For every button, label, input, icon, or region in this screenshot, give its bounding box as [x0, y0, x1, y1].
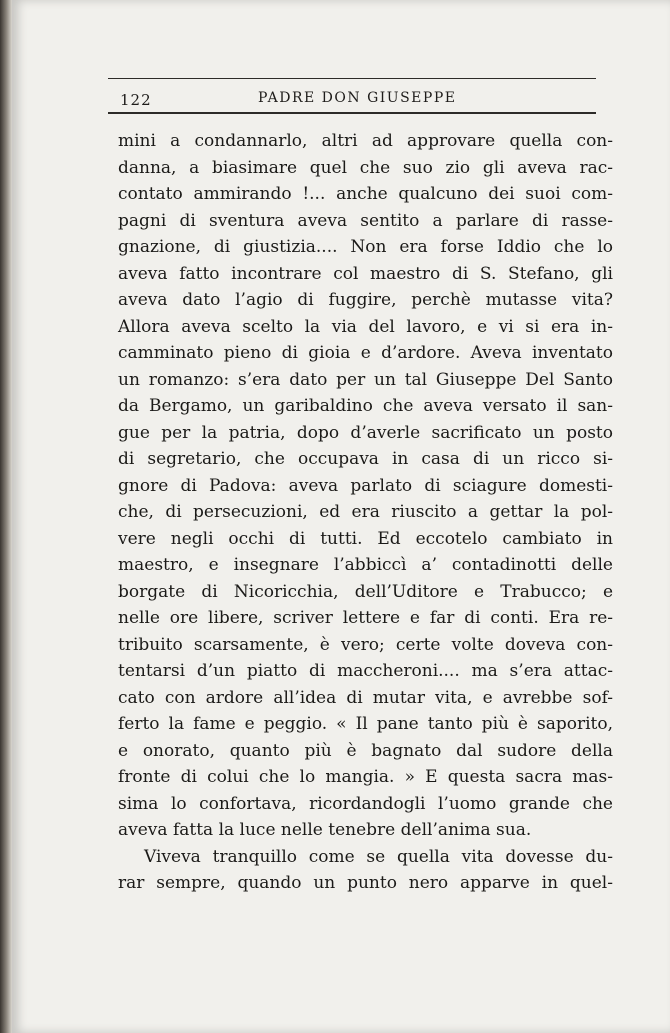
text-line: gue per la patria, dopo d’averle sacrificato un posto — [118, 422, 613, 443]
text-line: mini a condannarlo, altri ad approvare quella con- — [118, 131, 613, 151]
text-line-paragraph-start: Viveva tranquillo come se quella vita dovesse du- — [144, 846, 613, 867]
text-line: da Bergamo, un garibaldino che aveva versato il san- — [118, 396, 613, 416]
text-line: danna, a biasimare quel che suo zio gli aveva rac- — [118, 157, 613, 178]
text-line: tribuito scarsamente, è vero; certe volte doveva con- — [118, 634, 613, 655]
text-line: tentarsi d’un piatto di maccheroni.... ma s’era attac- — [118, 661, 613, 681]
text-line: aveva dato l’agio di fuggire, perchè mutasse vita? — [118, 290, 613, 310]
text-line: Allora aveva scelto la via del lavoro, e vi si era in- — [118, 316, 613, 337]
text-line: contato ammirando !... anche qualcuno dei suoi com- — [118, 184, 613, 204]
text-line: che, di persecuzioni, ed era riuscito a gettar la pol- — [118, 502, 613, 522]
text-line: rar sempre, quando un punto nero apparve in quel- — [118, 873, 613, 893]
text-line: pagni di sventura aveva sentito a parlare di rasse- — [118, 210, 613, 231]
text-line: borgate di Nicoricchia, dell’Uditore e Trabucco; e — [118, 581, 613, 602]
header-rule-bottom — [108, 112, 596, 114]
text-line: vere negli occhi di tutti. Ed eccotelo cambiato in — [118, 528, 613, 549]
page-number: 122 — [120, 91, 152, 109]
text-line: e onorato, quanto più è bagnato dal sudore della — [118, 740, 613, 761]
header-rule-top — [108, 78, 596, 79]
text-line: cato con ardore all’idea di mutar vita, e avrebbe sof- — [118, 687, 613, 708]
text-line: maestro, e insegnare l’abbiccì a’ contadinotti delle — [118, 555, 613, 575]
body-text — [118, 128, 613, 897]
text-line: nelle ore libere, scriver lettere e far di conti. Era re- — [118, 608, 613, 628]
running-title: PADRE DON GIUSEPPE — [258, 90, 457, 106]
text-line: un romanzo: s’era dato per un tal Giuseppe Del Santo — [118, 369, 613, 390]
binding-shadow — [0, 0, 12, 1033]
text-line: di segretario, che occupava in casa di un ricco si- — [118, 449, 613, 469]
page-header — [108, 78, 596, 118]
text-line: ferto la fame e peggio. « Il pane tanto più è saporito, — [118, 714, 613, 734]
text-line: camminato pieno di gioia e d’ardore. Aveva inventato — [118, 343, 613, 363]
text-line: aveva fatta la luce nelle tenebre dell’anima sua. — [118, 820, 532, 840]
text-line: fronte di colui che lo mangia. » E questa sacra mas- — [118, 767, 613, 787]
text-line: gnazione, di giustizia.... Non era forse Iddio che lo — [118, 237, 613, 257]
text-line: sima lo confortava, ricordandogli l’uomo grande che — [118, 793, 613, 814]
text-line: aveva fatto incontrare col maestro di S. Stefano, gli — [118, 263, 613, 284]
text-line: gnore di Padova: aveva parlato di sciagure domesti- — [118, 475, 613, 496]
